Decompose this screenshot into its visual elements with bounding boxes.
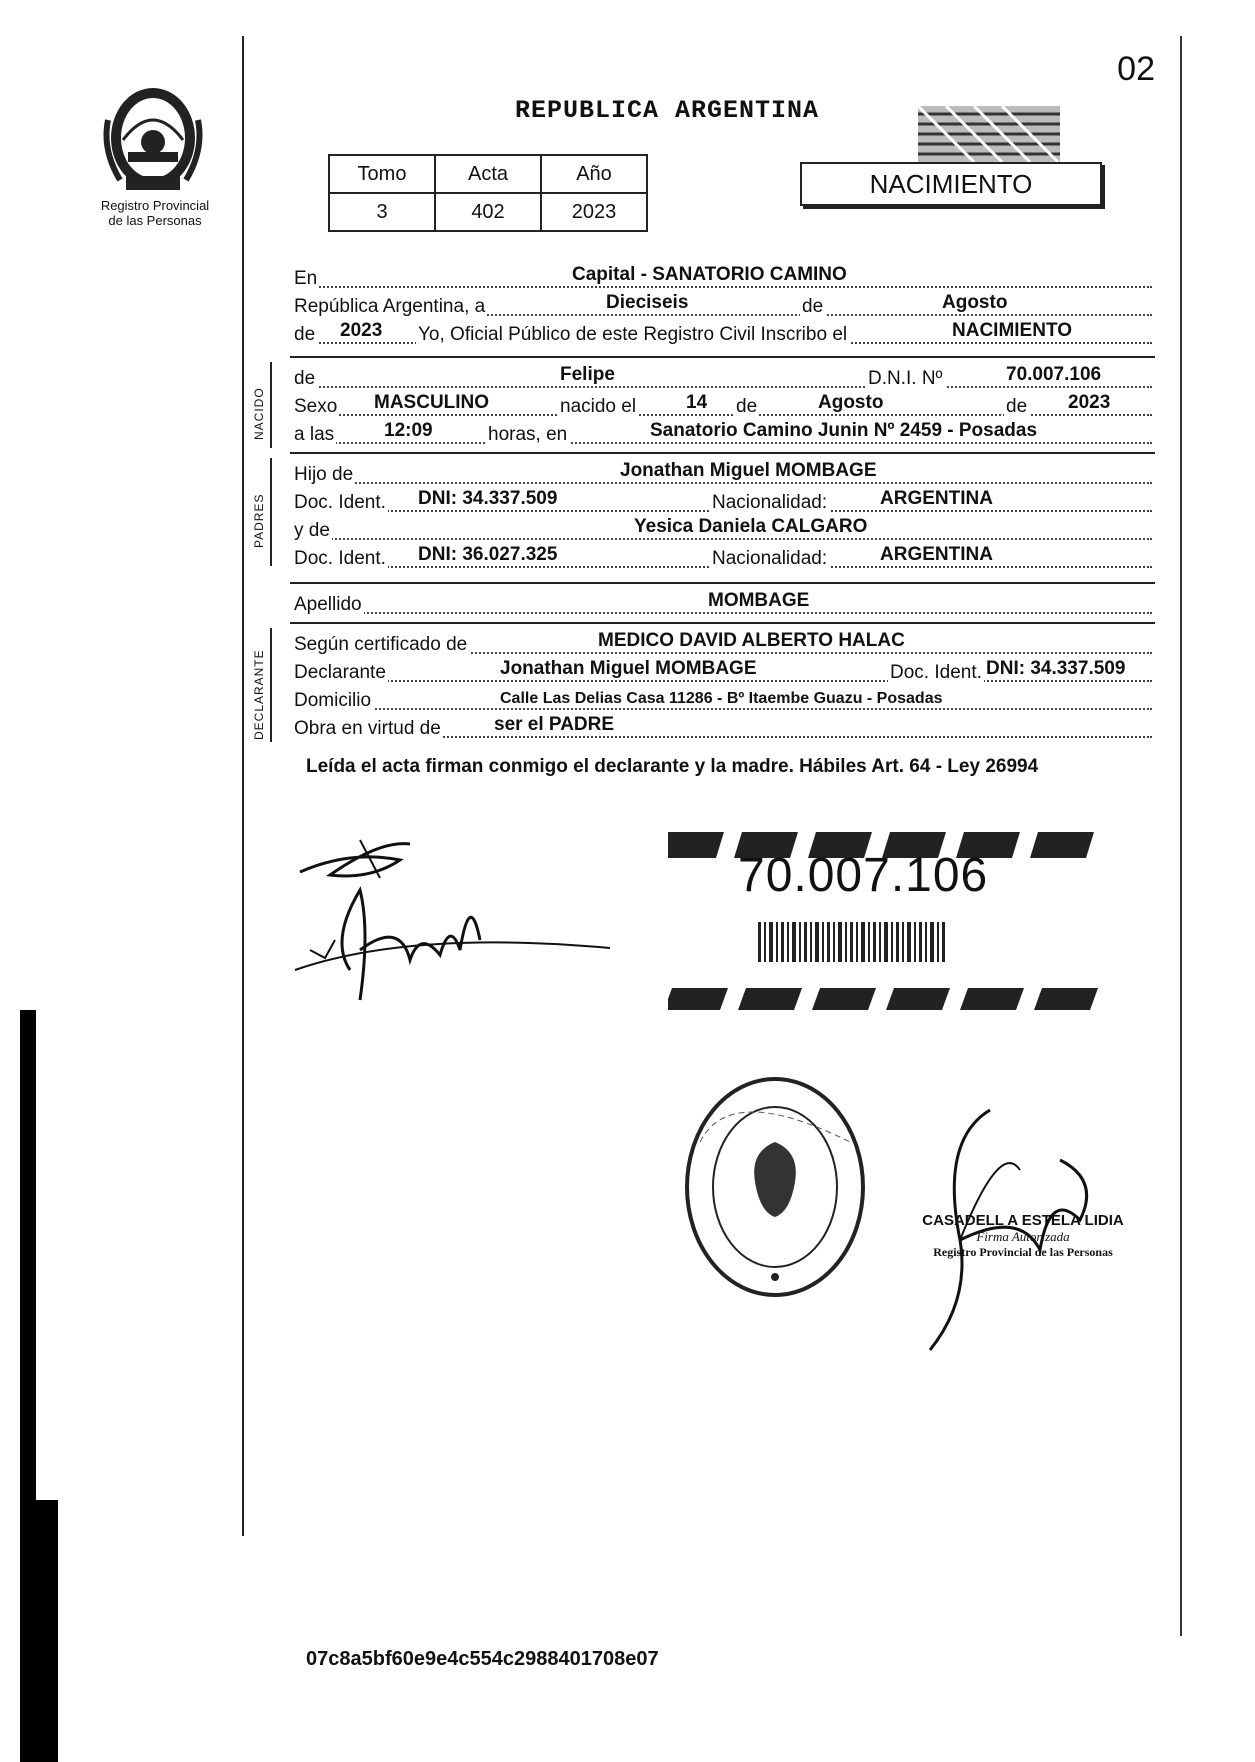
mother-nat: ARGENTINA bbox=[880, 544, 993, 565]
registry-caption-line2: de las Personas bbox=[108, 213, 202, 228]
father-nat-label: Nacionalidad: bbox=[712, 492, 828, 513]
registry-caption bbox=[80, 198, 230, 228]
security-stamp-pattern bbox=[918, 106, 1060, 162]
form-line-apellido bbox=[292, 590, 1152, 618]
declarante-doc-label: Doc. Ident. bbox=[890, 662, 982, 683]
registry-table-values bbox=[329, 193, 647, 231]
ano-header: Año bbox=[541, 155, 647, 193]
obra-value: ser el PADRE bbox=[494, 714, 615, 735]
acta-header: Acta bbox=[435, 155, 541, 193]
birth-month: Agosto bbox=[818, 392, 884, 413]
ano-value: 2023 bbox=[541, 193, 647, 231]
inscribo-value: NACIMIENTO bbox=[952, 320, 1072, 341]
certificado-label: Según certificado de bbox=[294, 634, 468, 655]
en-value: Capital - SANATORIO CAMINO bbox=[572, 264, 847, 285]
form-line-place bbox=[292, 264, 1152, 292]
month-value: Agosto bbox=[942, 292, 1008, 313]
birth-year: 2023 bbox=[1068, 392, 1111, 413]
sexo-label: Sexo bbox=[294, 396, 338, 417]
declarante-side-label: DECLARANTE bbox=[252, 649, 266, 740]
declarante-side-bar bbox=[270, 628, 272, 742]
declarante-label: Declarante bbox=[294, 662, 386, 683]
form-line-father-doc bbox=[292, 488, 1152, 516]
scan-edge-artifact bbox=[36, 1500, 58, 1762]
form-line-obra bbox=[292, 714, 1152, 742]
inscribo-label: Yo, Oficial Público de este Registro Civil Inscribo el bbox=[418, 324, 848, 345]
closing-text: Leída el acta firman conmigo el declarante y la madre. Hábiles Art. 64 - Ley 26994 bbox=[306, 756, 1039, 777]
apellido-label: Apellido bbox=[294, 594, 362, 615]
form-line-certificado bbox=[292, 630, 1152, 658]
father-name: Jonathan Miguel MOMBAGE bbox=[620, 460, 877, 481]
name-de-label: de bbox=[294, 368, 316, 389]
registry-table-header bbox=[329, 155, 647, 193]
en-label: En bbox=[294, 268, 318, 289]
dni-label: D.N.I. Nº bbox=[868, 368, 943, 389]
certificado-value: MEDICO DAVID ALBERTO HALAC bbox=[598, 630, 905, 651]
scan-edge-artifact bbox=[20, 1010, 36, 1762]
sexo-value: MASCULINO bbox=[374, 392, 490, 413]
name-value: Felipe bbox=[560, 364, 615, 385]
official-block bbox=[898, 1212, 1148, 1260]
form-line-sex bbox=[292, 392, 1152, 420]
dni-value: 70.007.106 bbox=[1006, 364, 1102, 385]
form-line-father bbox=[292, 460, 1152, 488]
document-hash: 07c8a5bf60e9e4c554c2988401708e07 bbox=[306, 1648, 659, 1670]
form-line-date bbox=[292, 292, 1152, 320]
hijo-de-label: Hijo de bbox=[294, 464, 354, 485]
country-title: REPUBLICA ARGENTINA bbox=[515, 96, 820, 125]
de2-label: de bbox=[294, 324, 316, 345]
padres-side-label: PADRES bbox=[252, 493, 266, 548]
acta-value: 402 bbox=[435, 193, 541, 231]
father-nat: ARGENTINA bbox=[880, 488, 993, 509]
year-value: 2023 bbox=[340, 320, 383, 341]
page-left-border bbox=[242, 36, 244, 1536]
mother-doc: DNI: 36.027.325 bbox=[418, 544, 558, 565]
dni-stamp-number: 70.007.106 bbox=[738, 849, 989, 902]
registry-caption-line1: Registro Provincial bbox=[100, 198, 210, 213]
act-type-box: NACIMIENTO bbox=[800, 162, 1102, 206]
de-label: de bbox=[802, 296, 824, 317]
official-role: Firma Autorizada bbox=[976, 1229, 1070, 1244]
place-value: Sanatorio Camino Junin Nº 2459 - Posadas bbox=[650, 420, 1038, 441]
form-line-mother-doc bbox=[292, 544, 1152, 572]
declarante-doc: DNI: 34.337.509 bbox=[986, 658, 1126, 679]
provincial-seal-logo bbox=[98, 80, 208, 198]
registry-table bbox=[328, 154, 648, 232]
official-round-seal bbox=[680, 1072, 870, 1302]
nacido-el-label: nacido el bbox=[560, 396, 637, 417]
mother-nat-label: Nacionalidad: bbox=[712, 548, 828, 569]
birth-de-label: de bbox=[736, 396, 758, 417]
form-line-year bbox=[292, 320, 1152, 348]
official-registry: Registro Provincial de las Personas bbox=[933, 1245, 1113, 1259]
mother-doc-label: Doc. Ident. bbox=[294, 548, 386, 569]
nacido-side-label: NACIDO bbox=[252, 387, 266, 440]
section-divider bbox=[290, 452, 1155, 454]
birth-de-label2: de bbox=[1006, 396, 1028, 417]
obra-label: Obra en virtud de bbox=[294, 718, 441, 739]
tomo-header: Tomo bbox=[329, 155, 435, 193]
tomo-value: 3 bbox=[329, 193, 435, 231]
declarant-signature bbox=[290, 830, 620, 1010]
apellido-value: MOMBAGE bbox=[708, 590, 810, 611]
form-line-domicilio bbox=[292, 686, 1152, 714]
y-de-label: y de bbox=[294, 520, 330, 541]
section-divider bbox=[290, 356, 1155, 358]
page-number: 02 bbox=[1117, 50, 1155, 88]
nacido-side-bar bbox=[270, 362, 272, 448]
republica-label: República Argentina, a bbox=[294, 296, 486, 317]
form-line-time bbox=[292, 420, 1152, 448]
form-line-declarante bbox=[292, 658, 1152, 686]
horas-label: horas, en bbox=[488, 424, 568, 445]
form-line-name bbox=[292, 364, 1152, 392]
birth-day: 14 bbox=[686, 392, 708, 413]
father-doc-label: Doc. Ident. bbox=[294, 492, 386, 513]
domicilio-value: Calle Las Delias Casa 11286 - Bº Itaembe Guazu - Posadas bbox=[500, 690, 943, 707]
time-value: 12:09 bbox=[384, 420, 433, 441]
form-line-mother bbox=[292, 516, 1152, 544]
padres-side-bar bbox=[270, 458, 272, 566]
page-right-border bbox=[1180, 36, 1182, 1636]
a-las-label: a las bbox=[294, 424, 335, 445]
official-name: CASADELL A ESTELA LIDIA bbox=[922, 1212, 1124, 1229]
father-doc: DNI: 34.337.509 bbox=[418, 488, 558, 509]
section-divider bbox=[290, 622, 1155, 624]
declarante-value: Jonathan Miguel MOMBAGE bbox=[500, 658, 757, 679]
day-value: Dieciseis bbox=[606, 292, 689, 313]
mother-name: Yesica Daniela CALGARO bbox=[634, 516, 868, 537]
domicilio-label: Domicilio bbox=[294, 690, 372, 711]
section-divider bbox=[290, 582, 1155, 584]
